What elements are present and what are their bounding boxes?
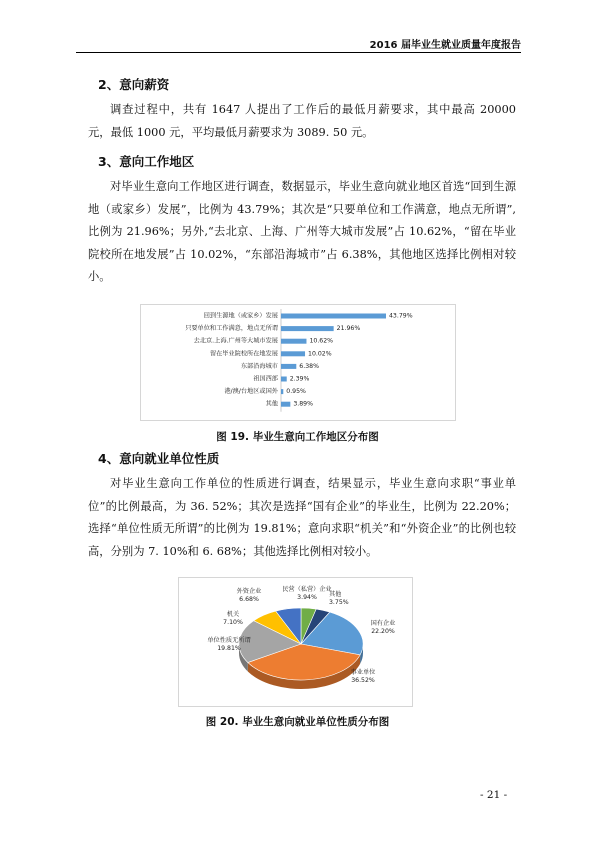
data-label: 3.89%	[293, 400, 313, 408]
pie-value-label: 3.94%	[297, 594, 317, 601]
data-label: 0.95%	[286, 388, 306, 396]
header-rule	[76, 52, 521, 53]
running-header: 2016 届毕业生就业质量年度报告	[369, 40, 521, 51]
bar	[281, 314, 386, 319]
section-heading-unit-type: 4、意向就业单位性质	[98, 451, 220, 466]
bar	[281, 377, 287, 382]
bar	[281, 351, 305, 356]
bar	[281, 339, 306, 344]
paragraph-unit-type: 对毕业生意向工作单位的性质进行调查，结果显示，毕业生意向求职“事业单位”的比例最高，为 36. 52%；其次是选择“国有企业”的毕业生，比例为 22.20%；选择“单位性质无所谓”的比例为 19.81%；意向求职“机关”和“外资企业”的比例也较高，分别为 7. 10%和 6. 68%；其他选择比例相对较小。	[88, 477, 516, 558]
data-label: 10.62%	[309, 337, 334, 345]
pie-category-label: 外资企业	[236, 588, 262, 595]
pie-value-label: 36.52%	[351, 677, 375, 684]
paragraph-salary: 调查过程中，共有 1647 人提出了工作后的最低月薪要求，其中最高 20000 元，最低 1000 元，平均最低月薪要求为 3089. 50 元。	[88, 103, 516, 139]
figure-19-caption: 图 19. 毕业生意向工作地区分布图	[216, 431, 379, 443]
category-label: 回到生源地（或家乡）发展	[203, 312, 278, 320]
bar	[281, 326, 334, 331]
category-label: 港/澳/台地区或国外	[224, 388, 278, 396]
pie-value-label: 6.68%	[239, 596, 259, 603]
section-heading-salary: 2、意向薪资	[98, 77, 170, 92]
category-label: 留在毕业院校所在地发展	[209, 350, 278, 358]
data-label: 6.38%	[299, 362, 319, 370]
category-label: 去北京.上海.广州等大城市发展	[193, 337, 278, 345]
section-heading-region: 3、意向工作地区	[98, 154, 195, 169]
category-label: 祖国西部	[253, 375, 278, 383]
category-label: 只要单位和工作满意，地点无所谓	[185, 325, 278, 333]
unit-type-pie-chart-svg	[179, 578, 412, 706]
pie-category-label: 其他	[329, 591, 342, 598]
pie-value-label: 19.81%	[217, 645, 241, 652]
bar	[281, 402, 290, 407]
pie-category-label: 国有企业	[370, 620, 396, 627]
pie-category-label: 事业单位	[350, 669, 376, 676]
pie-category-label: 机关	[226, 611, 240, 618]
category-label: 其他	[265, 400, 278, 408]
bar	[281, 389, 283, 394]
unit-type-pie-chart	[178, 577, 413, 707]
pie-value-label: 22.20%	[371, 628, 395, 635]
page-number: - 21 -	[480, 789, 508, 801]
pie-value-label: 3.75%	[329, 599, 349, 606]
pie-category-label: 民营（私营）企业	[282, 586, 332, 593]
region-bar-chart	[140, 304, 456, 421]
data-label: 21.96%	[336, 325, 361, 333]
pie-category-label: 单位性质无所谓	[207, 637, 251, 644]
paragraph-region: 对毕业生意向工作地区进行调查，数据显示，毕业生意向就业地区首选“回到生源地（或家乡）发展”，比例为 43.79%；其次是“只要单位和工作满意，地点无所谓”,比例为 21.96%；另外,“去北京、上海、广州等大城市发展”占 10.62%，“留在毕业院校所在地发展”占 10.02%，“东部沿海城市”占 6.38%，其他地区选择比例相对较小。	[88, 180, 516, 283]
bar	[281, 364, 296, 369]
data-label: 2.39%	[289, 375, 310, 383]
data-label: 43.79%	[389, 312, 413, 320]
region-bar-chart-svg	[141, 305, 455, 420]
data-label: 10.02%	[308, 350, 332, 358]
pie-value-label: 7.10%	[223, 619, 243, 626]
figure-20-caption: 图 20. 毕业生意向就业单位性质分布图	[205, 716, 390, 728]
category-label: 东部沿海城市	[240, 362, 278, 370]
